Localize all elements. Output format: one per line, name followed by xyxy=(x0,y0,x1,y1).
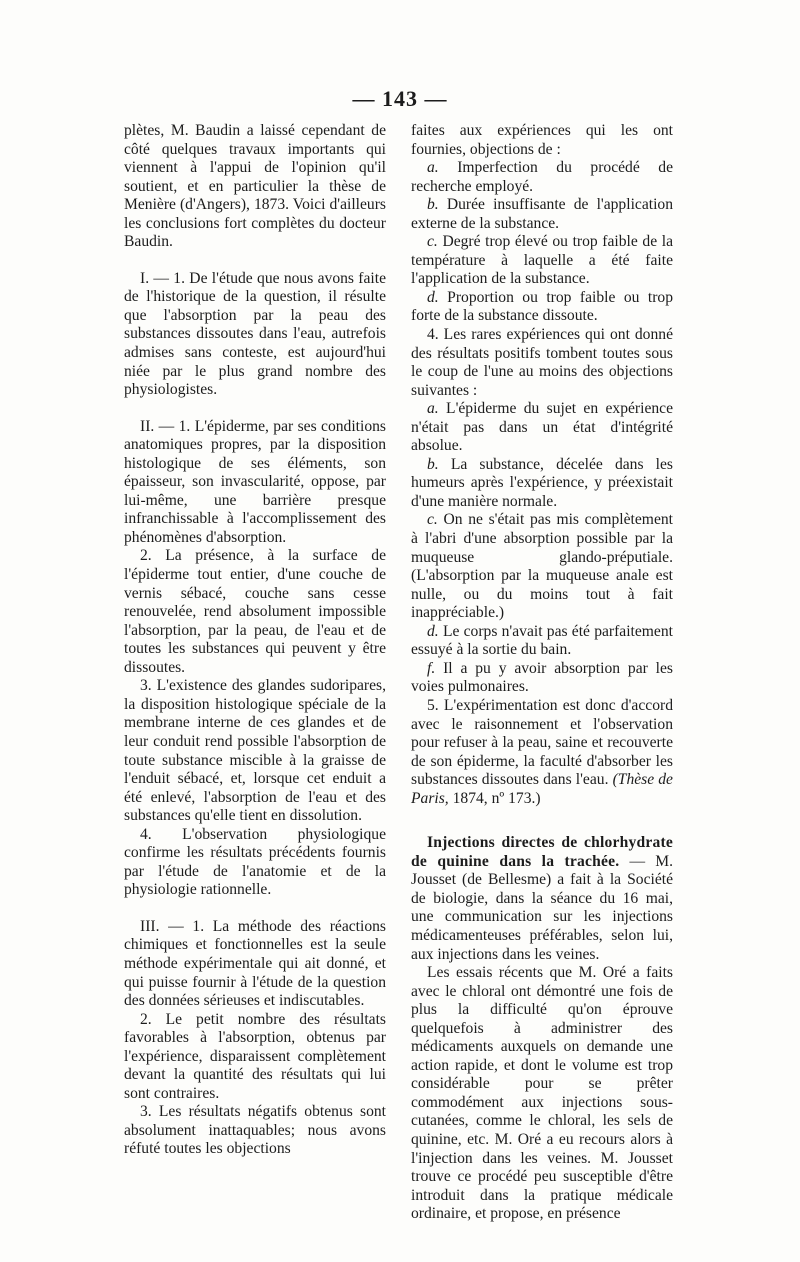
section-paragraph xyxy=(411,834,673,964)
objection-item xyxy=(411,456,673,512)
objection-letter: d. xyxy=(427,288,439,306)
objection-letter: c. xyxy=(427,233,438,251)
paragraph-conclusion-3-2: 2. Le petit nombre des résultats favorables à l'absorption, obtenus par l'expérience, disparaissent complètement devant la quantité des résultats qui lui sont contraires. xyxy=(124,1010,386,1102)
objection-letter: d. xyxy=(427,622,439,640)
page-number: — 143 — xyxy=(352,86,448,111)
objection-letter: f. xyxy=(427,659,436,677)
objection-text: Imperfection du procédé de recherche employé. xyxy=(411,159,673,195)
objection-text: Durée insuffisante de l'application externe de la substance. xyxy=(411,196,673,232)
paragraph-conclusion-3-3: 3. Les résultats négatifs obtenus sont absolument inattaquables; nous avons réfuté toutes les objections xyxy=(124,1103,386,1158)
paragraph-conclusion-3-1: III. — 1. La méthode des réactions chimiques et fonctionnelles est la seule méthode expérimentale qui ait donné, et qui puisse fournir à l'étude de la question des données sérieuses et indiscutables. xyxy=(124,917,386,1010)
objection-letter: b. xyxy=(427,196,439,214)
objection-item xyxy=(411,289,673,326)
paragraph-conclusion-2-3: 3. L'existence des glandes sudoripares, la disposition histologique spéciale de la membrane interne de ces glandes et de leur conduit rend possible l'absorption de toute substance miscible à la graisse de l'enduit sébacé, et, lorsque cet enduit a été enlevé, l'absorption de l'eau et des substances qu'elle tient en dissolution. xyxy=(124,677,386,825)
objection-letter: b. xyxy=(427,455,439,473)
objection-item xyxy=(411,159,673,196)
left-column xyxy=(124,122,386,1159)
objection-text: Le corps n'avait pas été parfaitement essuyé à la sortie du bain. xyxy=(411,622,673,659)
paragraph-point-4: 4. Les rares expériences qui ont donné des résultats positifs tombent toutes sous le coup de l'une au moins des objections suivantes : xyxy=(411,326,673,399)
objection-letter: a. xyxy=(427,400,439,418)
point-5-text: 5. L'expérimentation est donc d'accord avec le raisonnement et l'observation pour refuser à la peau, saine et recouverte de son épiderme, la faculté d'absorber les substances dissoutes dans l'eau. xyxy=(411,696,673,789)
right-column xyxy=(411,122,673,1224)
objection-item xyxy=(411,196,673,233)
section-heading: Injections directes de chlorhydrate de quinine dans la trachée. xyxy=(411,834,673,870)
objection-item xyxy=(411,233,673,289)
objection-item xyxy=(411,400,673,456)
citation: (Thèse de Paris, xyxy=(411,771,673,807)
paragraph-conclusion-2-4: 4. L'observation physiologique confirme les résultats précédents fournis par l'étude de l'anatomie et de la physiologie rationnelle. xyxy=(124,825,386,899)
paragraph-conclusion-2-1: II. — 1. L'épiderme, par ses conditions anatomiques propres, par la disposition histologique de ses éléments, son épaisseur, son invascularité, oppose, par lui-même, une barrière presque infranchissable à l'accomplissement des phénomènes d'absorption. xyxy=(124,417,386,546)
section-text: — M. Jousset (de Bellesme) a fait à la Société de biologie, dans la séance du 16 mai, une communication sur les injections médicamenteuses préférables, selon lui, aux injections dans les veines. xyxy=(411,852,674,963)
objection-item xyxy=(411,511,673,622)
objection-text: Degré trop élevé ou trop faible de la température à laquelle a été faite l'application de la substance. xyxy=(411,233,673,288)
objection-text: L'épiderme du sujet en expérience n'était pas dans un état d'intégrité absolue. xyxy=(411,400,673,455)
objection-text: Il a pu y avoir absorption par les voies pulmonaires. xyxy=(411,659,673,696)
paragraph-objections-intro: faites aux expériences qui les ont fournies, objections de : xyxy=(411,122,673,158)
objection-letter: c. xyxy=(427,511,438,529)
objection-item xyxy=(411,660,673,697)
paragraph-intro: plètes, M. Baudin a laissé cependant de côté quelques travaux importants qui viennent à l'appui de l'opinion qu'il soutient, et en particulier la thèse de Menière (d'Angers), 1873. Voici d'ailleurs les conclusions fort complètes du docteur Baudin. xyxy=(124,122,386,251)
objection-item xyxy=(411,623,673,660)
citation-end: 1874, nº 173.) xyxy=(452,789,541,807)
paragraph-point-5 xyxy=(411,697,673,808)
objection-text: On ne s'était pas mis complètement à l'abri d'une absorption possible par la muqueuse glando-préputiale. (L'absorption par la muqueuse anale est nulle, ou du moins tout à fait inappréciable.) xyxy=(411,511,673,622)
objection-text: Proportion ou trop faible ou trop forte de la substance dissoute. xyxy=(411,288,673,325)
objection-text: La substance, décelée dans les humeurs après l'expérience, y préexistait d'une manière normale. xyxy=(411,455,673,510)
paragraph-conclusion-2-2: 2. La présence, à la surface de l'épiderme tout entier, d'une couche de vernis sébacé, couche sans cesse renouvelée, rend absolument impossible l'absorption, par la peau, de l'eau et de toutes les substances qui peuvent y être dissoutes. xyxy=(124,547,386,676)
paragraph-last: Les essais récents que M. Oré a faits avec le chloral ont démontré une fois de plus la difficulté qu'on éprouve quelquefois à administrer des médicaments auxquels on demande une action rapide, et dont le volume est trop considérable pour se prêter commodément aux injections sous-cutanées, comme le chloral, les sels de quinine, etc. M. Oré a eu recours alors à l'injection dans les veines. M. Jousset trouve ce procédé peu susceptible d'être introduit dans la pratique médicale ordinaire, et propose, en présence xyxy=(411,964,673,1223)
objection-letter: a. xyxy=(427,159,439,177)
paragraph-conclusion-1: I. — 1. De l'étude que nous avons faite de l'historique de la question, il résulte que l'absorption par la peau des substances dissoutes dans l'eau, autrefois admises sans conteste, est aujourd'hui niée par le plus grand nombre des physiologistes. xyxy=(124,269,386,399)
